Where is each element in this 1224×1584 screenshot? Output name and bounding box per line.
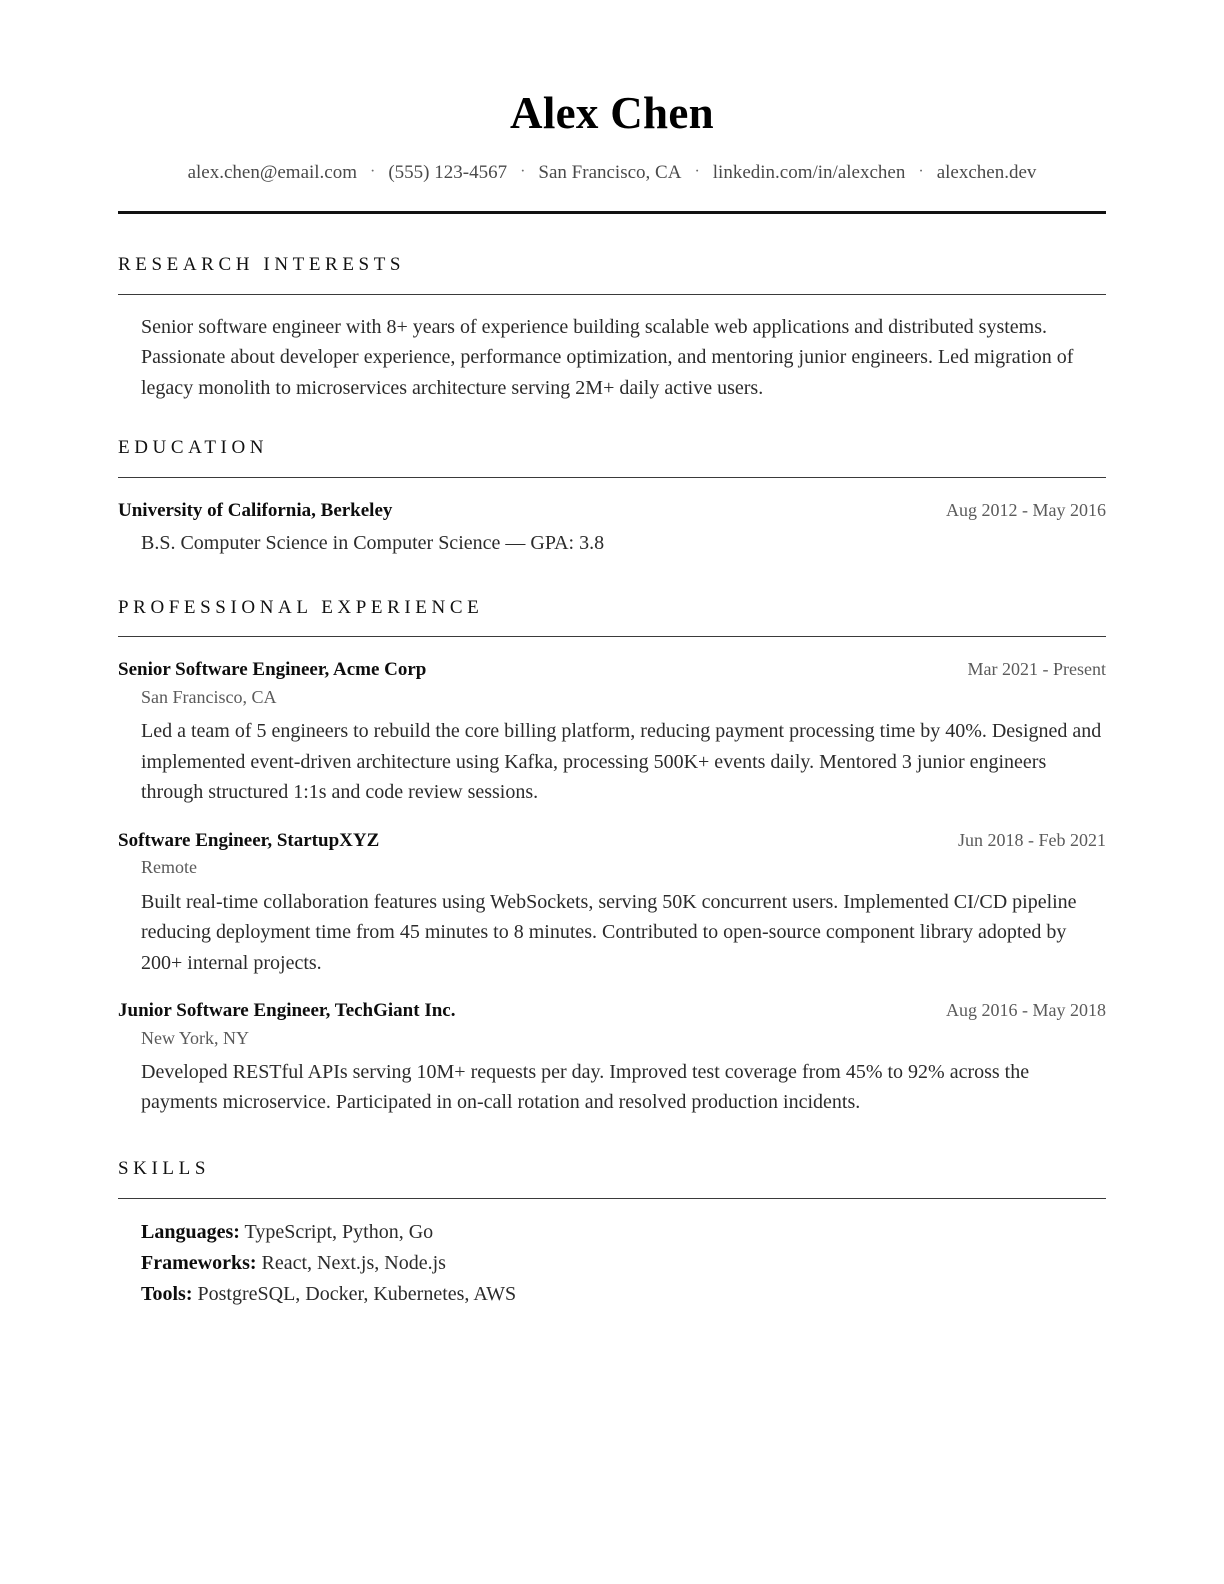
contact-separator-icon: · — [370, 162, 376, 180]
contact-linkedin[interactable]: linkedin.com/in/alexchen — [712, 161, 906, 183]
experience-title: Software Engineer, StartupXYZ — [118, 829, 380, 851]
section-education — [118, 437, 1106, 557]
contact-website[interactable]: alexchen.dev — [936, 161, 1037, 183]
education-entry-header — [118, 499, 1106, 523]
skill-row — [141, 1279, 1106, 1310]
skill-label: Tools: — [141, 1282, 193, 1305]
experience-entry — [118, 829, 1106, 978]
section-skills — [118, 1158, 1106, 1310]
experience-title: Junior Software Engineer, TechGiant Inc. — [118, 999, 456, 1021]
experience-description: Led a team of 5 engineers to rebuild the core billing platform, reducing payment processing time by 40%. Designed and implemented event-driven architecture using Kafka, processing 500K+ events daily. Mentored 3 junior engineers through structured 1:1s and code review sessions. — [141, 720, 1102, 804]
experience-entry — [118, 999, 1106, 1118]
section-heading: EDUCATION — [118, 436, 269, 458]
skill-row — [141, 1248, 1106, 1279]
experience-entry — [118, 658, 1106, 807]
experience-entry-header — [118, 999, 1106, 1023]
experience-description: Developed RESTful APIs serving 10M+ requests per day. Improved test coverage from 45% to 92% across the payments microservice. Participated in on-call rotation and resolved production incidents. — [141, 1061, 1030, 1114]
contact-location: San Francisco, CA — [538, 161, 682, 183]
education-degree: B.S. Computer Science in Computer Science — GPA: 3.8 — [141, 531, 605, 554]
experience-date: Mar 2021 - Present — [967, 659, 1106, 680]
skill-value: React, Next.js, Node.js — [261, 1251, 446, 1274]
education-entry — [118, 499, 1106, 557]
skill-label: Languages: — [141, 1220, 240, 1243]
education-institution: University of California, Berkeley — [118, 499, 393, 521]
section-heading: RESEARCH INTERESTS — [118, 254, 406, 275]
contact-phone: (555) 123-4567 — [388, 161, 508, 183]
section-heading: SKILLS — [118, 1157, 210, 1179]
section-professional-experience — [118, 597, 1106, 1118]
contact-email: alex.chen@email.com — [187, 161, 358, 183]
section-divider — [118, 636, 1106, 637]
skills-list — [118, 1217, 1106, 1310]
section-heading: PROFESSIONAL EXPERIENCE — [118, 596, 484, 618]
experience-title: Senior Software Engineer, Acme Corp — [118, 659, 427, 681]
skill-label: Frameworks: — [141, 1251, 257, 1274]
contact-line — [118, 156, 1106, 189]
experience-location: Remote — [141, 857, 197, 878]
contact-separator-icon: · — [918, 162, 924, 180]
resume-header — [118, 88, 1106, 214]
experience-date: Aug 2016 - May 2018 — [946, 999, 1106, 1020]
experience-description: Built real-time collaboration features using WebSockets, serving 50K concurrent users. Implemented CI/CD pipeline reducing deployment time from 45 minutes to 8 minutes. Contributed to open-source component library adopted by 200+ internal projects. — [141, 890, 1077, 974]
section-divider — [118, 294, 1106, 295]
candidate-name: Alex Chen — [510, 88, 714, 138]
section-research-interests — [118, 254, 1106, 403]
summary-text: Senior software engineer with 8+ years of experience building scalable web applications and distributed systems. Passionate about developer experience, performance optimization, and mentoring junior engineers. Led migration of legacy monolith to microservices architecture serving 2M+ daily active users. — [141, 315, 1074, 399]
experience-entry-header — [118, 829, 1106, 853]
header-divider — [118, 211, 1106, 214]
experience-entry-header — [118, 658, 1106, 682]
education-date: Aug 2012 - May 2016 — [946, 499, 1106, 520]
skill-row — [141, 1217, 1106, 1248]
experience-date: Jun 2018 - Feb 2021 — [958, 829, 1106, 850]
experience-location: New York, NY — [141, 1027, 250, 1048]
experience-location: San Francisco, CA — [141, 687, 277, 708]
section-divider — [118, 477, 1106, 478]
skill-value: PostgreSQL, Docker, Kubernetes, AWS — [197, 1282, 517, 1305]
contact-separator-icon: · — [694, 162, 700, 180]
skill-value: TypeScript, Python, Go — [244, 1220, 434, 1243]
section-divider — [118, 1198, 1106, 1199]
contact-separator-icon: · — [520, 162, 526, 180]
